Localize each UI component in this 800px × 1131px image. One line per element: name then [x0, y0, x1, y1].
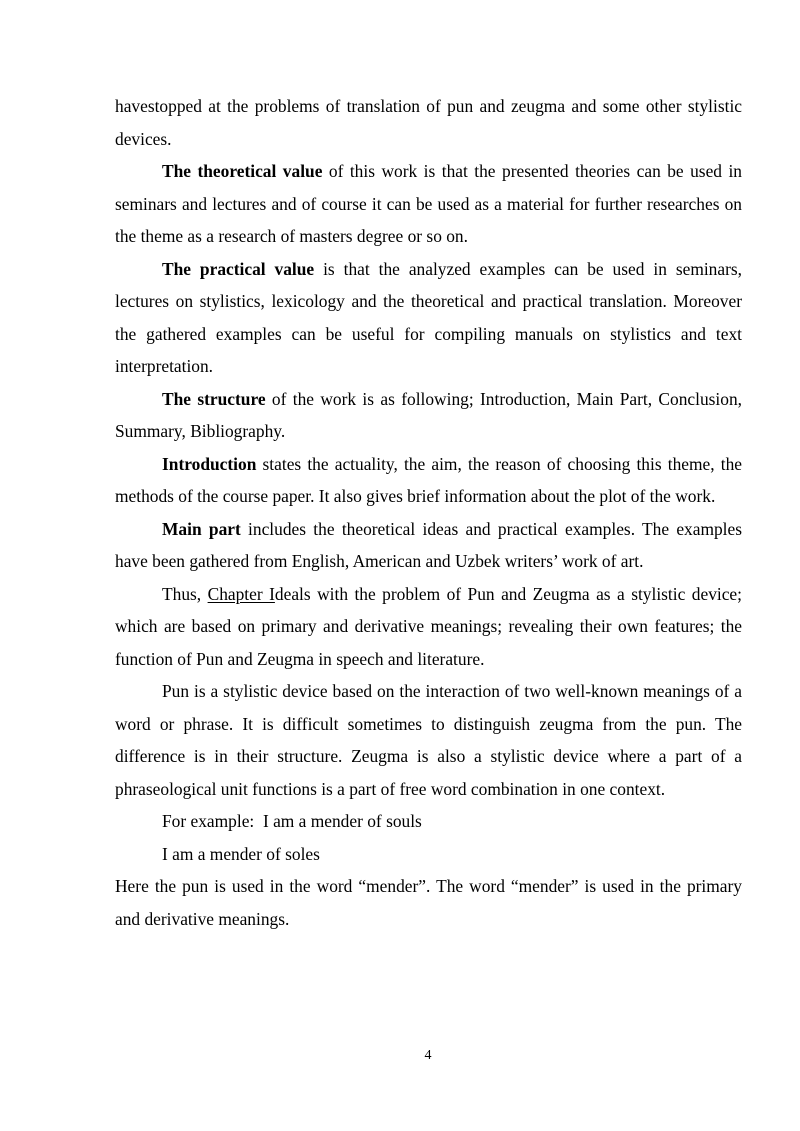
paragraph-text: of the work is as following; Introduction, Main Part, Conclusion, Summary, Bibliography.	[115, 388, 742, 441]
paragraph-text: Pun is a stylistic device based on the interaction of two well-known meanings of a word or phrase. It is difficult sometimes to distinguish zeugma from the pun. The difference is in their structure. Zeugma is also a stylistic device where a part of a phraseological unit functions is a part of free word combination in one context.	[115, 681, 742, 799]
paragraph-text: Here the pun is used in the word “mender”. The word “mender” is used in the primary and derivative meanings.	[115, 876, 742, 929]
paragraph-heading: Introduction	[162, 453, 257, 474]
paragraph-text: includes the theoretical ideas and practical examples. The examples have been gathered from English, American and Uzbek writers’ work of art.	[115, 518, 742, 571]
example-text: For example: I am a mender of souls	[162, 811, 422, 831]
paragraph-heading: The structure	[162, 388, 266, 409]
paragraph-practical-value	[115, 253, 742, 383]
paragraph-continuation	[115, 90, 742, 155]
paragraph-heading: The practical value	[162, 258, 315, 279]
paragraph-main-part	[115, 513, 742, 578]
paragraph-heading: Main part	[162, 518, 241, 539]
paragraph-pun-explanation	[115, 870, 742, 935]
paragraph-pun-definition	[115, 675, 742, 805]
paragraph-text: states the actuality, the aim, the reason of choosing this theme, the methods of the course paper. It also gives brief information about the plot of the work.	[115, 453, 742, 506]
paragraph-structure	[115, 383, 742, 448]
chapter-reference: Chapter I	[207, 583, 275, 604]
paragraph-text: of this work is that the presented theories can be used in seminars and lectures and of course it can be used as a material for further researches on the theme as a research of masters degree or so on.	[115, 161, 742, 246]
paragraph-heading: The theoretical value	[162, 161, 323, 181]
example-line-2	[115, 838, 742, 871]
paragraph-chapter-one	[115, 578, 742, 676]
paragraph-text: is that the analyzed examples can be used in seminars, lectures on stylistics, lexicology and the theoretical and practical translation. Moreover the gathered examples can be useful for compiling manuals on stylistics and text interpretation.	[115, 258, 742, 376]
example-line-1	[115, 805, 742, 838]
paragraph-introduction	[115, 448, 742, 513]
paragraph-lead: Thus,	[162, 583, 208, 604]
page-number: 4	[424, 1048, 432, 1063]
paragraph-text: havestopped at the problems of translation of pun and zeugma and some other stylistic devices.	[115, 96, 742, 149]
body-text	[115, 90, 742, 935]
paragraph-text: deals with the problem of Pun and Zeugma as a stylistic device; which are based on primary and derivative meanings; revealing their own features; the function of Pun and Zeugma in speech and literature.	[115, 583, 742, 669]
paragraph-theoretical-value	[115, 155, 742, 253]
example-text: I am a mender of soles	[162, 843, 320, 864]
